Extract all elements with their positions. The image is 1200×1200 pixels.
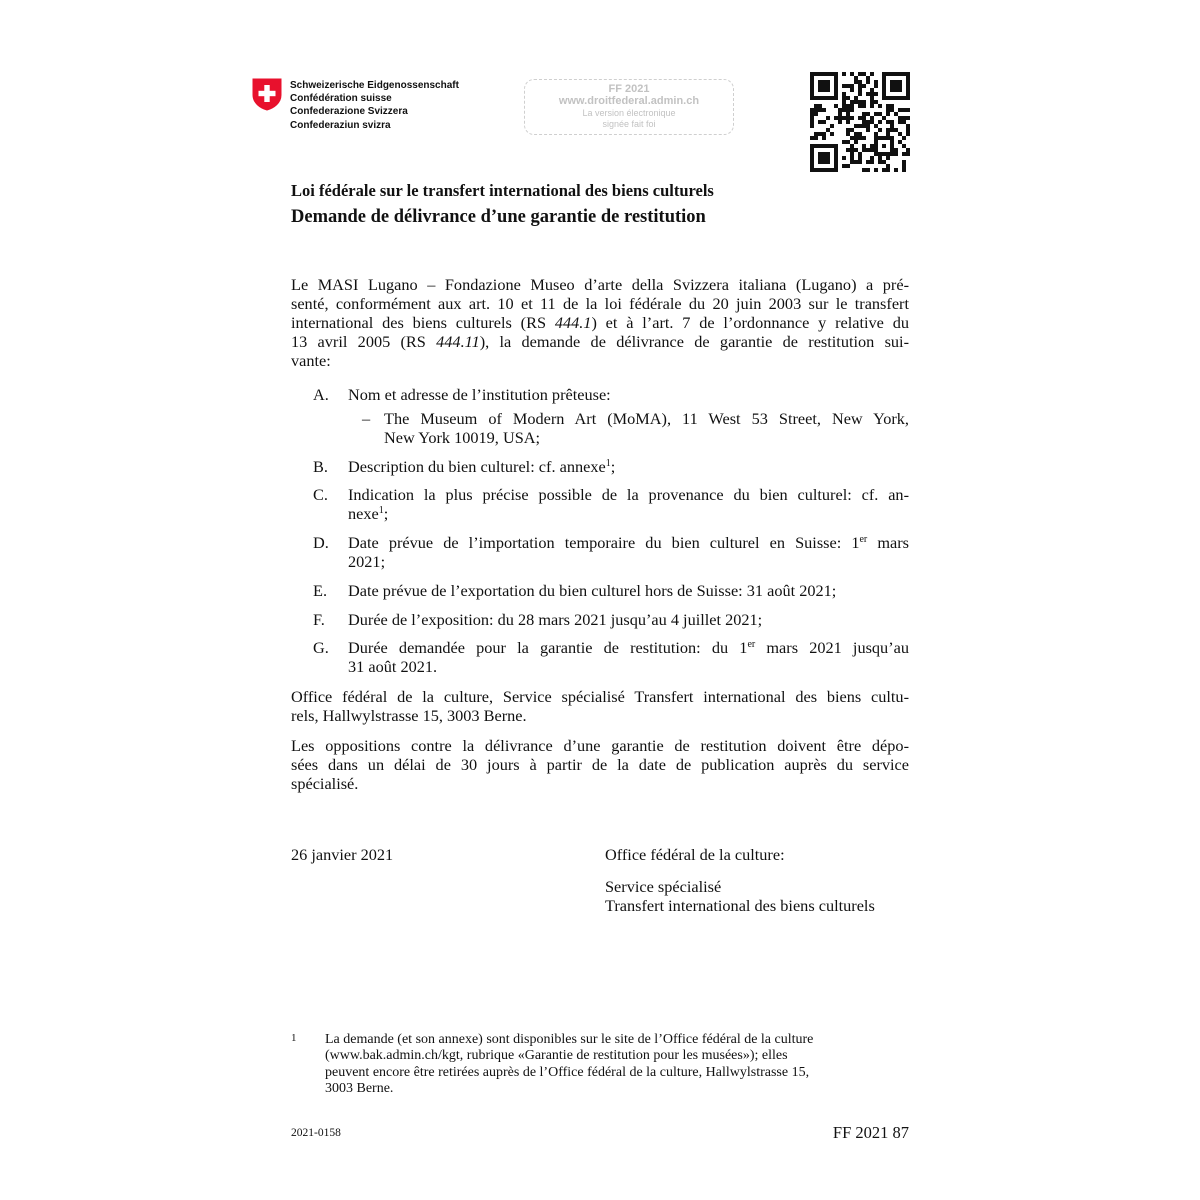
signature-date: 26 janvier 2021 — [291, 845, 394, 864]
item-letter: G. — [313, 638, 329, 657]
footnote-number: 1 — [291, 1032, 297, 1044]
item-text: Description du bien culturel: cf. annexe — [348, 457, 606, 476]
item-text: 31 août 2021. — [348, 657, 438, 676]
item-text: 2021; — [348, 552, 386, 571]
footnote-text — [325, 1032, 895, 1097]
footnote-line: peuvent encore être retirées auprès de l’Office fédéral de la culture, Hallwylstrasse 15, — [325, 1064, 810, 1080]
lender-line: New York 10019, USA; — [384, 428, 541, 447]
oppositions-line: spécialisé. — [291, 774, 359, 793]
law-title: Loi fédérale sur le transfert international des biens culturels — [291, 181, 714, 200]
intro-line: international des biens culturels (RS 444.1) et à l’art. 7 de l’ordonnance y relative du — [291, 313, 909, 332]
signature-unit-line: Transfert international des biens culturels — [605, 896, 875, 915]
stamp-note-1: La version électronique — [582, 108, 676, 118]
lender-line: The Museum of Modern Art (MoMA), 11 West 53 Street, New York, — [384, 409, 909, 428]
intro-line: vante: — [291, 351, 331, 370]
federation-names — [290, 79, 459, 132]
signature-unit — [605, 877, 875, 915]
dash: – — [362, 409, 371, 428]
intro-line: Le MASI Lugano – Fondazione Museo d’arte della Svizzera italiana (Lugano) a pré- — [291, 275, 909, 294]
intro-paragraph — [291, 275, 909, 370]
rs-reference: 444.1 — [554, 313, 592, 332]
intro-line: 13 avril 2005 (RS 444.11), la demande de délivrance de garantie de restitution sui- — [291, 332, 910, 351]
signature-unit-line: Service spécialisé — [605, 877, 722, 896]
footnote-ref: 1 — [378, 505, 384, 516]
item-text: nexe — [348, 504, 379, 523]
federation-name-rm: Confederaziun svizra — [290, 119, 391, 131]
item-letter: D. — [313, 533, 329, 552]
oppositions-paragraph — [291, 736, 909, 793]
electronic-version-stamp — [524, 79, 734, 135]
signature-authority: Office fédéral de la culture: — [605, 845, 785, 864]
subject-title: Demande de délivrance d’une garantie de restitution — [291, 207, 706, 227]
oppositions-line: sées dans un délai de 30 jours à partir de la date de publication auprès du service — [291, 755, 909, 774]
swiss-cross-logo — [252, 78, 282, 111]
document-page: Schweizerische Eidgenossenschaft Confédération suisse Confederazione Svizzera Confederaziun svizra FF 2021 www.droitfederal.admin.ch La version électronique signée fait foi Loi fédérale sur le transfert international des biens culturels Demande de délivrance d’une garantie de restitution Le MASI Lugano – Fondazione Museo d’arte della Svizzera italiana (Lugano) a pré- senté, conformément aux art. 10 et 11 de la loi fédérale du 20 juin 2003 sur le transfert international des biens culturels (RS 444.1) et à l’art. 7 de l’ordonnance y relative du 13 avril 2005 (RS 444.11), la demande de délivrance de garantie de restitution sui- vante: A. Nom et adresse de l’institution prêteuse: – The Museum of Modern Art (MoMA), 11 West 53 Street, New York, New York 10019, USA; B. Description du bien culturel: cf. annexe$^1$; C. Indication la plus précise possible de la provenance du bien culturel: cf. an- nexe$^1$; D. Date prévue de l’importation temporaire du bien culturel en Suisse: 1er mars 2021; E. Date prévue de l’exportation du bien culturel hors de Suisse: 31 août 2021; F. Durée de l’exposition: du 28 mars 2021 jusqu’au 4 juillet 2021; G. Durée demandée pour la garantie de restitution: du 1er mars 2021 jusqu’au 31 août 2021. Office fédéral de la culture, Service spécialisé Transfert international des biens cultu- rels, Hallwylstrasse 15, 3003 Berne. Les oppositions contre la délivrance d’une garantie de restitution doivent être dépo- sées dans un délai de 30 jours à partir de la date de publication auprès du service spécialisé. 26 janvier 2021 Office fédéral de la culture: Service spécialisé Transfert international des biens culturels 1 La demande (et son annexe) sont disponibles sur le site de l’Office fédéral de la culture (www.bak.admin.ch/kgt, rubrique «Garantie de restitution pour les musées»); elles peuvent encore être retirées auprès de l’Office fédéral de la culture, Hallwylstrasse 15, 3003 Berne. 2021-0158 FF 2021 87 — [0, 0, 1200, 1200]
footnote-line: La demande (et son annexe) sont disponibles sur le site de l’Office fédéral de la culture — [325, 1032, 814, 1047]
stamp-url: www.droitfederal.admin.ch — [558, 95, 700, 107]
intro-line: senté, conformément aux art. 10 et 11 de la loi fédérale du 20 juin 2003 sur le transfert — [291, 294, 909, 313]
qr-code — [810, 72, 910, 172]
federation-name-fr: Confédération suisse — [290, 93, 392, 105]
office-line: rels, Hallwylstrasse 15, 3003 Berne. — [291, 706, 527, 725]
item-text: Date prévue de l’importation temporaire du bien culturel en Suisse: 1er mars — [348, 533, 910, 552]
footnote-line: 3003 Berne. — [325, 1080, 394, 1096]
footnote-ref: 1 — [605, 458, 611, 469]
rs-reference: 444.11 — [436, 332, 480, 351]
stamp-ff: FF 2021 — [608, 83, 650, 95]
item-text: Nom et adresse de l’institution prêteuse: — [348, 385, 611, 404]
stamp-note-2: signée fait foi — [602, 119, 656, 129]
office-paragraph — [291, 687, 909, 725]
footnote-line: (www.bak.admin.ch/kgt, rubrique «Garantie de restitution pour les musées»); elles — [325, 1048, 788, 1064]
item-text: Indication la plus précise possible de la provenance du bien culturel: cf. an- — [348, 485, 909, 504]
item-letter: A. — [313, 385, 329, 404]
item-letter: E. — [313, 581, 328, 600]
oppositions-line: Les oppositions contre la délivrance d’une garantie de restitution doivent être dépo- — [291, 736, 909, 755]
federation-name-de: Schweizerische Eidgenossenschaft — [290, 80, 459, 91]
federation-name-it: Confederazione Svizzera — [290, 106, 408, 118]
item-letter: B. — [313, 457, 328, 476]
office-line: Office fédéral de la culture, Service spécialisé Transfert international des biens cultu- — [291, 687, 909, 706]
page-reference: FF 2021 87 — [832, 1123, 909, 1142]
item-text: Durée de l’exposition: du 28 mars 2021 jusqu’au 4 juillet 2021; — [348, 610, 763, 629]
item-letter: C. — [313, 485, 328, 504]
item-text: Date prévue de l’exportation du bien culturel hors de Suisse: 31 août 2021; — [348, 581, 837, 600]
item-text: Durée demandée pour la garantie de restitution: du 1er mars 2021 jusqu’au — [348, 638, 909, 657]
item-letter: F. — [313, 610, 325, 629]
document-number: 2021-0158 — [291, 1127, 341, 1139]
